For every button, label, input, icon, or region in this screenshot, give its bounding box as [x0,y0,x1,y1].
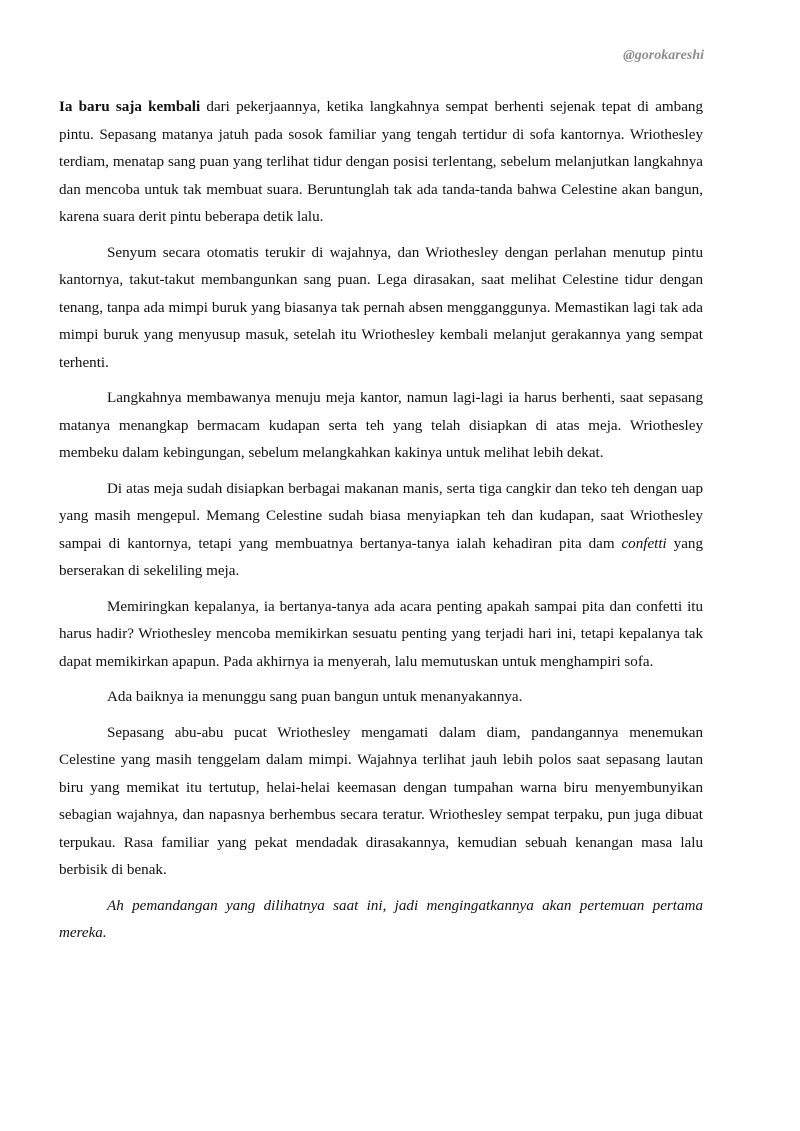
italic-word: confetti [621,535,667,552]
paragraph-text: dari pekerjaannya, ketika langkahnya sempat berhenti sejenak tepat di ambang pintu. Sepasang matanya jatuh pada sosok familiar yang tengah tertidur di sofa kantornya. Wriothesley terdiam, menatap sang puan yang terlihat tidur dengan posisi terlentang, sebelum melanjutkan langkahnya dan mencoba untuk tak membuat suara. Beruntunglah tak ada tanda-tanda bahwa Celestine akan bangun, karena suara derit pintu beberapa detik lalu. [59,99,704,225]
author-watermark: @gorokareshi [623,48,704,63]
paragraph-7: Sepasang abu-abu pucat Wriothesley mengamati dalam diam, pandangannya menemukan Celestine yang masih tenggelam dalam mimpi. Wajahnya terlihat jauh lebih polos saat sepasang lautan biru yang memikat itu tertutup, helai-helai keemasan dengan tumpahan warna biru menyembunyikan sebagian wajahnya, dan napasnya berhembus secara teratur. Wriothesley sempat terpaku, pun juga dibuat terpukau. Rasa familiar yang pekat mendadak dirasakannya, kemudian sebuah kenangan masa lalu berbisik di benak. [59,724,703,878]
paragraph-text: yang berserakan di sekeliling meja. [59,535,703,579]
paragraph-1 [59,94,703,232]
paragraph-3: Langkahnya membawanya menuju meja kantor, namun lagi-lagi ia harus berhenti, saat sepasang matanya menangkap bermacam kudapan serta teh yang telah disiapkan di atas meja. Wriothesley membeku dalam kebingungan, sebelum melangkahkan kakinya untuk melihat lebih dekat. [59,390,703,461]
paragraph-4 [59,476,703,586]
paragraph-2: Senyum secara otomatis terukir di wajahnya, dan Wriothesley dengan perlahan menutup pintu kantornya, takut-takut membangunkan sang puan. Lega dirasakan, saat melihat Celestine tidur dengan tenang, tanpa ada mimpi buruk yang biasanya tak pernah absen mengganggunya. Memastikan lagi tak ada mimpi buruk yang menyusup masuk, setelah itu Wriothesley kembali melanjut gerakannya yang sempat terhenti. [59,244,703,371]
bold-lead-text: Ia baru saja kembali [59,99,201,115]
paragraph-5: Memiringkan kepalanya, ia bertanya-tanya ada acara penting apakah sampai pita dan confetti itu harus hadir? Wriothesley mencoba memikirkan sesuatu penting yang terjadi hari ini, tetapi kepalanya tak dapat memikirkan apapun. Pada akhirnya ia menyerah, lalu memutuskan untuk menghampiri sofa. [59,598,703,670]
paragraph-text: Di atas meja sudah disiapkan berbagai makanan manis, serta tiga cangkir dan teko teh dengan uap yang masih mengepul. Memang Celestine sudah biasa menyiapkan teh dan kudapan, saat Wriothesley sampai di kantornya, tetapi yang membuatnya bertanya-tanya ialah kehadiran pita dam [59,480,703,552]
story-body [59,94,703,956]
paragraph-6: Ada baiknya ia menunggu sang puan bangun untuk menanyakannya. [107,689,523,705]
paragraph-8: Ah pemandangan yang dilihatnya saat ini, jadi mengingatkannya akan pertemuan pertama mereka. [59,897,703,941]
